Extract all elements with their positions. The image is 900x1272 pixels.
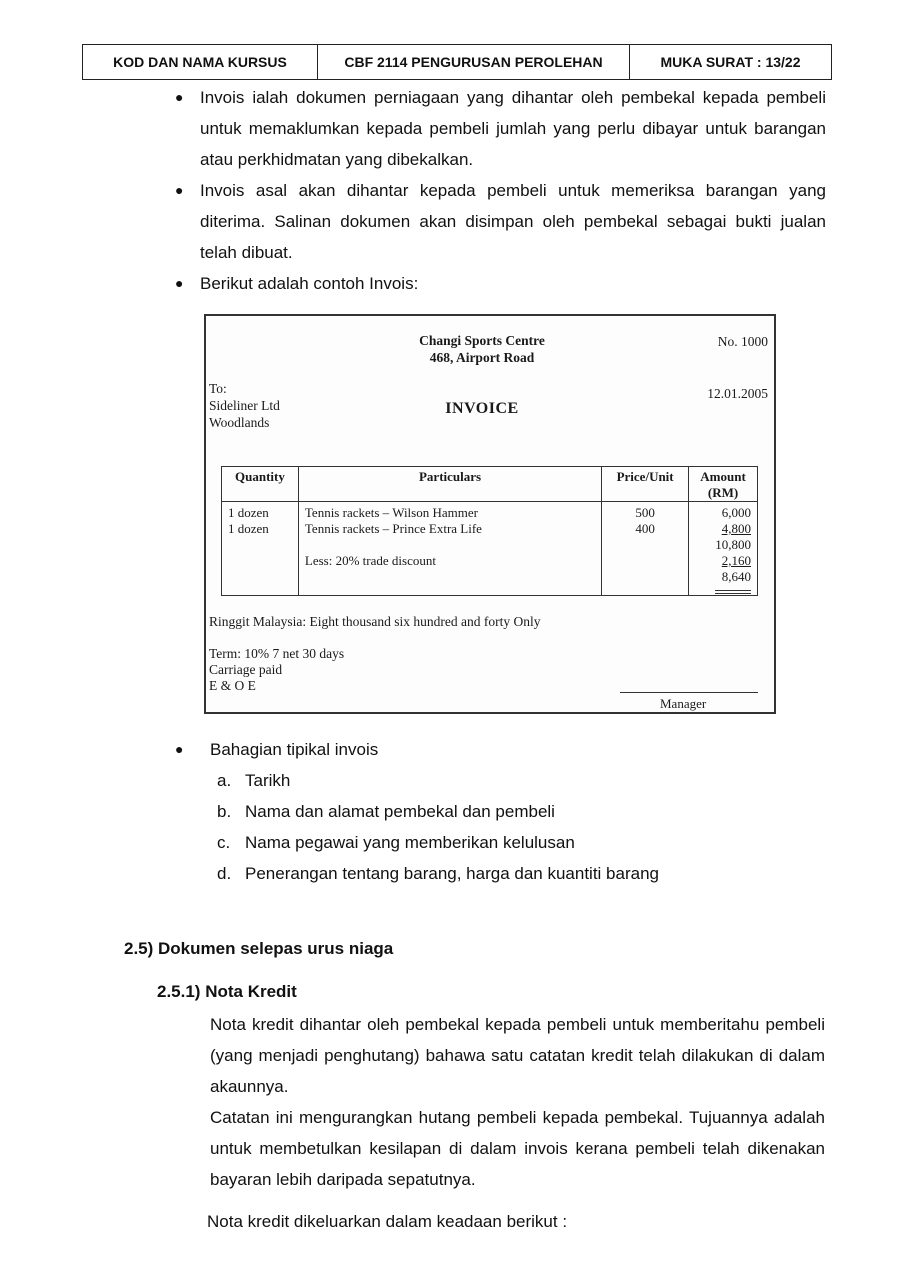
invoice-sample-image — [204, 314, 776, 714]
list-item — [170, 827, 820, 858]
invoice-to-place: Woodlands — [209, 415, 270, 430]
section-heading: 2.5) Dokumen selepas urus niaga — [124, 939, 394, 958]
col-amount-unit: (RM) — [707, 485, 739, 500]
course-label-cell: KOD DAN NAMA KURSUS — [83, 45, 318, 80]
paragraph: Nota kredit dihantar oleh pembekal kepada pembeli untuk memberitahu pembeli (yang menjadi penghutang) bahawa satu catatan kredit telah dilakukan di dalam akaunnya. — [210, 1015, 825, 1096]
total-value: 8,640 — [721, 569, 751, 584]
bullet-item — [170, 82, 826, 175]
price-cell — [602, 502, 689, 596]
list-marker: a. — [217, 771, 232, 790]
list-text: Nama dan alamat pembekal dan pembeli — [245, 802, 555, 821]
price-value: 500 — [635, 505, 655, 520]
bullet-text: Invois asal akan dihantar kepada pembeli untuk memeriksa barangan yang diterima. Salinan dokumen akan disimpan oleh pembekal sebagai bukti jualan telah dibuat. — [200, 181, 826, 262]
qty-value: 1 dozen — [228, 505, 269, 520]
invoice-date: 12.01.2005 — [707, 386, 768, 401]
typical-list — [170, 765, 820, 889]
subsection-heading: 2.5.1) Nota Kredit — [157, 982, 297, 1001]
invoice-term: Term: 10% 7 net 30 days — [209, 646, 345, 661]
invoice-company — [206, 332, 758, 366]
bullet-item — [170, 175, 826, 268]
col-amount — [689, 467, 758, 502]
discount-value: 2,160 — [721, 553, 751, 568]
col-particulars: Particulars — [298, 467, 601, 502]
page-number-cell: MUKA SURAT : 13/22 — [630, 45, 832, 80]
course-name-cell: CBF 2114 PENGURUSAN PEROLEHAN — [318, 45, 630, 80]
page-header-table — [82, 44, 832, 80]
list-item — [170, 765, 820, 796]
subtotal-value: 10,800 — [715, 537, 751, 552]
list-text: Tarikh — [245, 771, 291, 790]
invoice-body-row — [222, 502, 758, 596]
paragraph: Nota kredit dikeluarkan dalam keadaan berikut : — [207, 1212, 568, 1231]
invoice-to-label: To: — [209, 381, 227, 396]
typical-invoice-parts — [170, 734, 820, 889]
amount-cell — [689, 502, 758, 596]
price-value: 400 — [635, 521, 655, 536]
bullet-text: Invois ialah dokumen perniagaan yang dihantar oleh pembekal kepada pembeli untuk memaklumkan kepada pembeli jumlah yang perlu dibayar untuk barangan atau perkhidmatan yang dibekalkan. — [200, 88, 826, 169]
col-price: Price/Unit — [602, 467, 689, 502]
particular-text: Tennis rackets – Prince Extra Life — [304, 521, 482, 536]
invoice-terms — [209, 646, 344, 694]
invoice-manager: Manager — [660, 696, 707, 711]
particular-text: Tennis rackets – Wilson Hammer — [304, 505, 478, 520]
discount-label: Less: 20% trade discount — [304, 553, 436, 568]
invoice-company-name: Changi Sports Centre — [419, 333, 545, 348]
qty-value: 1 dozen — [228, 521, 269, 536]
list-marker: d. — [217, 864, 232, 883]
invoice-eoe: E & O E — [209, 678, 256, 693]
bullet-text: Berikut adalah contoh Invois: — [200, 274, 419, 293]
invoice-carriage: Carriage paid — [209, 662, 283, 677]
signature-line — [620, 692, 758, 693]
list-marker: c. — [217, 833, 231, 852]
quantity-cell — [222, 502, 299, 596]
typical-lead-text: Bahagian tipikal invois — [210, 740, 379, 759]
list-marker: b. — [217, 802, 232, 821]
double-underline — [715, 590, 751, 594]
bullet-dot-icon: ● — [175, 182, 184, 198]
amount-value: 6,000 — [721, 505, 751, 520]
bullet-item — [170, 268, 826, 299]
particulars-cell — [298, 502, 601, 596]
list-text: Penerangan tentang barang, harga dan kuantiti barang — [245, 864, 659, 883]
invoice-header-row — [222, 467, 758, 502]
bullet-dot-icon: ● — [175, 89, 184, 105]
invoice-items-table — [221, 466, 758, 596]
invoice-company-address: 468, Airport Road — [429, 350, 535, 365]
invoice-amount-words: Ringgit Malaysia: Eight thousand six hundred and forty Only — [209, 614, 541, 629]
intro-bullet-list — [170, 82, 826, 299]
col-quantity: Quantity — [222, 467, 299, 502]
invoice-title: INVOICE — [445, 400, 519, 417]
invoice-to-name: Sideliner Ltd — [209, 398, 280, 413]
paragraph: Catatan ini mengurangkan hutang pembeli kepada pembekal. Tujuannya adalah untuk membetulkan kesilapan di dalam invois kerana pembeli telah dikenakan bayaran lebih daripada sepatutnya. — [210, 1108, 825, 1189]
bullet-dot-icon: ● — [175, 275, 184, 291]
bullet-dot-icon: ● — [175, 741, 184, 757]
list-text: Nama pegawai yang memberikan kelulusan — [245, 833, 575, 852]
typical-lead — [170, 734, 820, 765]
col-amount-label: Amount — [700, 469, 746, 484]
list-item — [170, 858, 820, 889]
amount-value: 4,800 — [721, 521, 751, 536]
invoice-number: No. 1000 — [717, 334, 768, 349]
list-item — [170, 796, 820, 827]
